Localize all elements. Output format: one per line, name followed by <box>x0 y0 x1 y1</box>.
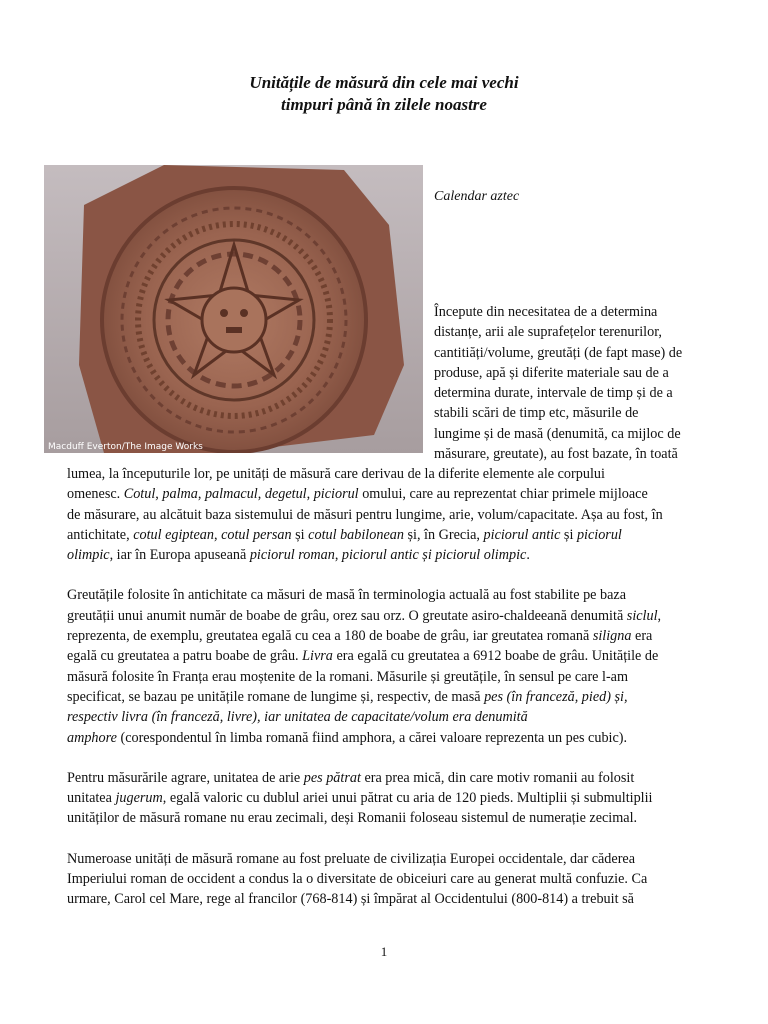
aztec-calendar-photo <box>44 165 423 453</box>
p4-line: Numeroase unități de măsură romane au fost preluate de civilizația Europei occidentale, dar căderea <box>67 850 636 867</box>
p2-line: respectiv livra (în franceză, livre), iar unitatea de capacitate/volum era denumită <box>67 709 528 726</box>
p1-line: lumea, la începuturile lor, pe unități de măsură care derivau de la diferite elemente ale corpului <box>67 466 605 482</box>
wrapped-line: distanțe, arii ale suprafețelor terenurilor, <box>434 324 662 341</box>
p1-line: antichitate, cotul egiptean, cotul persan și cotul babilonean și, în Grecia, piciorul antic și piciorul <box>67 526 622 543</box>
p2-line: amphore (corespondentul în limba romană fiind amphora, a cărei valoare reprezenta un pes cubic). <box>67 729 628 746</box>
p2-line: Greutățile folosite în antichitate ca măsuri de masă în terminologia actuală au fost stabilite pe baza <box>67 587 627 604</box>
figure-caption: Calendar aztec <box>434 189 520 204</box>
p3-line: unităților de măsură romane nu erau zecimali, deși Romanii foloseau sistemul de numerație zecimal. <box>67 810 638 827</box>
p2-line: greutății unui anumit număr de boabe de grâu, orez sau orz. O greutate asiro-chaldeeană denumită siclul, <box>67 607 662 624</box>
photo-credit: Macduff Everton/The Image Works <box>48 442 203 452</box>
body-text <box>67 464 707 910</box>
p2-line: egală cu greutatea a patru boabe de grâu. Livra era egală cu greutatea a 6912 boabe de grâu. Unitățile de <box>67 648 659 665</box>
page-number: 1 <box>380 944 388 959</box>
aztec-calendar-illustration <box>44 165 423 453</box>
p1-line: omenesc. Cotul, palma, palmacul, degetul, piciorul omului, care au reprezentat chiar primele mijloace <box>67 486 648 503</box>
p2-line: specificat, se bazau pe unitățile romane de lungime și, respectiv, de masă pes (în franceză, pied) și, <box>67 688 628 705</box>
p4-line: Imperiului roman de occident a condus la o diversitate de obiceiuri care au generat multă confuzie. Ca <box>67 871 648 888</box>
p2-line: reprezenta, de exemplu, greutatea egală cu cea a 180 de boabe de grâu, iar greutatea romană siligna era <box>67 628 653 645</box>
wrapped-line: produse, apă și diferite materiale sau de a <box>434 364 669 381</box>
wrapped-line: determina durate, intervale de timp și de a <box>434 385 673 402</box>
wrapped-line: stabili scări de timp etc, măsurile de <box>434 405 639 422</box>
title-line-2: timpuri până în zilele noastre <box>281 95 487 114</box>
p1-line: de măsurare, au alcătuit baza sistemului de măsuri pentru lungime, arie, volum/capacitate. Așa au fost, în <box>67 506 663 523</box>
title-line-1: Unitățile de măsură din cele mai vechi <box>249 73 519 92</box>
p2-line: măsură folosite în Franța erau moștenite de la romani. Măsurile și greutățile, în sensul pe care l-am <box>67 668 629 685</box>
wrapped-line: cantitiăți/volume, greutăți (de fapt mase) de <box>434 344 683 361</box>
p3-line: unitatea jugerum, egală valoric cu dublul ariei unui pătrat cu aria de 120 pieds. Multiplii și submultiplii <box>67 790 653 807</box>
p3-line: Pentru măsurările agrare, unitatea de arie pes pătrat era prea mică, din care motiv romanii au folosit <box>67 769 635 786</box>
wrapped-text-column <box>434 302 724 464</box>
wrapped-line: Începute din necesitatea de a determina <box>434 304 658 320</box>
p4-line: urmare, Carol cel Mare, rege al francilor (768-814) și împărat al Occidentului (800-814) a trebuit să <box>67 891 634 908</box>
p1-line: olimpic, iar în Europa apuseană piciorul roman, piciorul antic și piciorul olimpic. <box>67 547 530 564</box>
document-title <box>0 72 768 116</box>
wrapped-line: măsurare, greutate), au fost bazate, în toată <box>434 446 678 463</box>
wrapped-line: lungime și de masă (denumită, ca mijloc de <box>434 425 681 442</box>
